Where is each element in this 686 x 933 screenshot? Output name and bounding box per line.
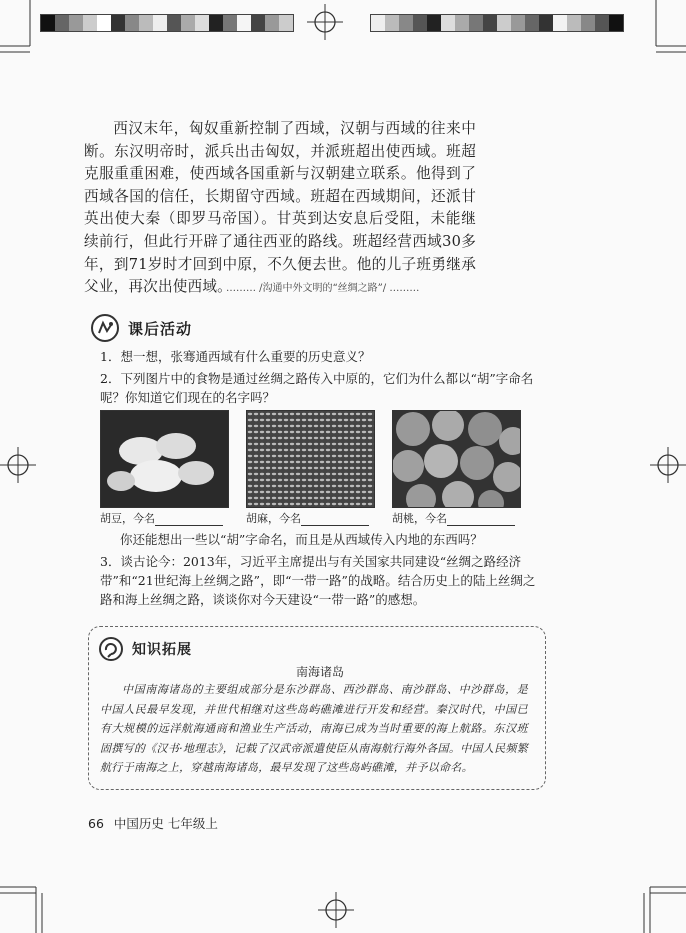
knowledge-header <box>98 636 192 662</box>
answer-blank <box>155 513 223 526</box>
question-3: 3．谈古论今：2013年，习近平主席提出与有关国家共同建设“丝绸之路经济带”和“21世纪海上丝绸之路”，即“一带一路”的战略。结合历史上的陆上丝绸之路和海上丝绸之路，谈谈你对今天建设“一带一路”的感想。 <box>100 554 536 607</box>
book-title: 中国历史 七年级上 <box>113 816 218 831</box>
color-bar-right <box>370 14 624 32</box>
crop-mark-bottom-left <box>0 873 50 933</box>
question-1: 1．想一想，张骞通西域有什么重要的历史意义？ <box>100 349 371 364</box>
source-note: ……… /沟通中外文明的“丝绸之路”/ ……… <box>226 283 420 294</box>
activity-title: 课后活动 <box>128 319 193 338</box>
page-number: 66 <box>88 816 104 831</box>
knowledge-title: 知识拓展 <box>132 642 192 658</box>
registration-mark-icon <box>318 892 354 928</box>
crop-mark-top-right <box>620 0 686 60</box>
main-text: 西汉末年，匈奴重新控制了西域，汉朝与西域的往来中断。东汉明帝时，派兵出击匈奴，并派班超出使西域。班超克服重重困难，使西域各国重新与汉朝建立联系。他得到了西域各国的信任，长期留守西域。班超在西域期间，还派甘英出使大秦（即罗马帝国）。甘英到达安息后受阻，未能继续前行，但此行开辟了通往西亚的路线。班超经营西域30多年，到71岁时才回到中原，不久便去世。他的儿子班勇继承父业，再次出使西域。 <box>84 120 476 296</box>
question-2: 2．下列图片中的食物是通过丝绸之路传入中原的，它们为什么都以“胡”字命名呢？你知道它们现在的名字吗？ <box>100 371 534 405</box>
page-footer <box>88 814 218 832</box>
photo-hudou <box>100 410 229 508</box>
activity-header <box>90 313 192 343</box>
registration-mark-icon <box>0 447 36 483</box>
color-bar-left <box>40 14 294 32</box>
photo-huma <box>246 410 375 508</box>
registration-mark-icon <box>307 4 343 40</box>
caption-hutao: 胡桃，今名 <box>392 510 515 526</box>
photo-hutao <box>392 410 521 508</box>
crop-mark-top-left <box>0 0 40 60</box>
answer-blank <box>447 513 515 526</box>
activity-icon <box>90 313 120 343</box>
answer-blank <box>301 513 369 526</box>
main-paragraph <box>84 118 476 299</box>
knowledge-icon <box>98 636 124 662</box>
caption-huma: 胡麻，今名 <box>246 510 369 526</box>
knowledge-body <box>100 680 528 778</box>
registration-mark-icon <box>650 447 686 483</box>
crop-mark-bottom-right <box>620 873 686 933</box>
caption-hudou: 胡豆，今名 <box>100 510 223 526</box>
knowledge-subtitle: 南海诸岛 <box>296 665 345 679</box>
question-2-followup: 你还能想出一些以“胡”字命名，而且是从西域传入内地的东西吗？ <box>120 532 483 547</box>
knowledge-text: 中国南海诸岛的主要组成部分是东沙群岛、西沙群岛、南沙群岛、中沙群岛，是中国人民最早发现，并世代相继对这些岛屿礁滩进行开发和经营。秦汉时代，中国已有大规模的远洋航海通商和渔业生产活动，南海已成为当时重要的海上航路。东汉班固撰写的《汉书·地理志》，记载了汉武帝派遣使臣从南海航行海外各国。中国人民频繁航行于南海之上，穿越南海诸岛，最早发现了这些岛屿礁滩，并予以命名。 <box>100 683 528 775</box>
